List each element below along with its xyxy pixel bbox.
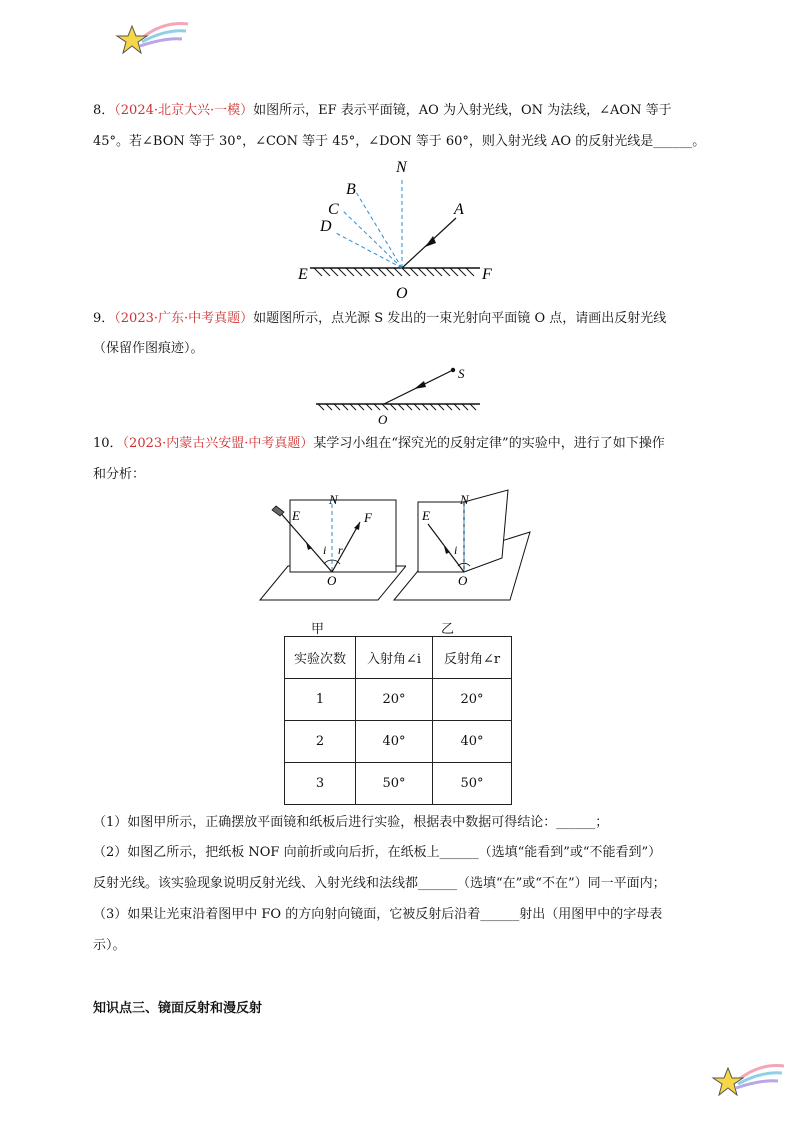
q9-label-o: O bbox=[378, 412, 388, 427]
q10-caption-jia: 甲 bbox=[311, 622, 325, 637]
q10-sub3-line-2: 示）。 bbox=[93, 938, 126, 953]
q8-line-1 bbox=[93, 103, 672, 119]
q8-line-2 bbox=[93, 134, 705, 150]
table-cell: 20° bbox=[433, 679, 512, 721]
table-cell: 1 bbox=[285, 679, 356, 721]
q10-jia-label-i: i bbox=[323, 543, 327, 557]
table-cell: 3 bbox=[285, 763, 356, 805]
q9-source: （2023·广东·中考真题） bbox=[114, 311, 254, 326]
table-header-cell: 入射角∠i bbox=[356, 637, 433, 679]
q10-source: （2023·内蒙古兴安盟·中考真题） bbox=[122, 436, 314, 451]
q10-line-1 bbox=[93, 436, 665, 452]
q10-jia-label-r: r bbox=[338, 543, 343, 557]
q10-jia-label-f: F bbox=[364, 510, 372, 525]
section-heading: 知识点三、镜面反射和漫反射 bbox=[93, 1001, 263, 1016]
q10-caption-yi: 乙 bbox=[441, 622, 455, 637]
q10-jia-label-o: O bbox=[327, 573, 337, 588]
q8-label-e: E bbox=[298, 266, 308, 283]
q10-line-2 bbox=[93, 467, 145, 483]
q10-sub2-line-1: （2）如图乙所示，把纸板 NOF 向前折或向后折，在纸板上______（选填“能看到”或“不能看到”） bbox=[93, 845, 662, 860]
q10-number: 10． bbox=[93, 436, 123, 451]
table-cell: 50° bbox=[356, 763, 433, 805]
table-row bbox=[285, 679, 512, 721]
q8-label-f: F bbox=[482, 266, 492, 283]
table-header-row bbox=[285, 637, 512, 679]
q10-sub1: （1）如图甲所示，正确摆放平面镜和纸板后进行实验，根据表中数据可得结论：______； bbox=[93, 815, 609, 830]
q8-number: 8． bbox=[93, 103, 115, 118]
q8-label-a: A bbox=[454, 201, 464, 218]
q10-figure-yi bbox=[390, 488, 540, 608]
q10-figure-jia bbox=[256, 488, 406, 608]
q10-text-1: 某学习小组在“探究光的反射定律”的实验中，进行了如下操作 bbox=[313, 436, 665, 451]
q9-text-1: 如题图所示，点光源 S 发出的一束光射向平面镜 O 点，请画出反射光线 bbox=[253, 311, 667, 326]
q9-light-source-figure bbox=[310, 360, 490, 430]
q8-text-2: 45°。若∠BON 等于 30°，∠CON 等于 45°，∠DON 等于 60°，则入射光线 AO 的反射光线是______。 bbox=[93, 134, 706, 149]
q9-number: 9． bbox=[93, 311, 115, 326]
table-cell: 2 bbox=[285, 721, 356, 763]
q8-label-c: C bbox=[328, 201, 339, 218]
q10-sub3-line-1: （3）如果让光束沿着图甲中 FO 的方向射向镜面，它被反射后沿着______射出（用图甲中的字母表 bbox=[93, 907, 663, 922]
q10-sub2-line-2: 反射光线。该实验现象说明反射光线、入射光线和法线都______（选填“在”或“不在”）同一平面内； bbox=[93, 876, 666, 891]
q9-text-2: （保留作图痕迹）。 bbox=[93, 341, 204, 356]
q10-yi-label-o: O bbox=[458, 573, 468, 588]
table-header-cell: 反射角∠r bbox=[433, 637, 512, 679]
q8-source: （2024·北京大兴·一模） bbox=[114, 103, 254, 118]
table-cell: 40° bbox=[356, 721, 433, 763]
q10-jia-label-e: E bbox=[292, 508, 300, 523]
q10-yi-label-n: N bbox=[460, 492, 469, 507]
q8-mirror-figure bbox=[290, 150, 510, 300]
table-cell: 40° bbox=[433, 721, 512, 763]
q10-jia-label-n: N bbox=[329, 492, 338, 507]
star-decoration-icon bbox=[112, 18, 192, 60]
q10-yi-label-e: E bbox=[422, 508, 430, 523]
q9-line-1 bbox=[93, 311, 666, 327]
q9-line-2 bbox=[93, 341, 204, 357]
table-cell: 50° bbox=[433, 763, 512, 805]
table-header-cell: 实验次数 bbox=[285, 637, 356, 679]
q8-label-b: B bbox=[346, 181, 356, 198]
q8-text-1: 如图所示，EF 表示平面镜，AO 为入射光线，ON 为法线，∠AON 等于 bbox=[253, 103, 672, 118]
star-decoration-icon bbox=[708, 1060, 788, 1102]
q8-label-n: N bbox=[396, 159, 407, 176]
table-row bbox=[285, 763, 512, 805]
q10-data-table bbox=[284, 636, 512, 805]
table-cell: 20° bbox=[356, 679, 433, 721]
q10-text-2: 和分析： bbox=[93, 467, 146, 482]
q8-label-d: D bbox=[320, 218, 332, 235]
table-row bbox=[285, 721, 512, 763]
q10-yi-label-i: i bbox=[454, 543, 458, 557]
q8-label-o: O bbox=[396, 285, 408, 300]
q9-label-s: S bbox=[458, 366, 465, 381]
